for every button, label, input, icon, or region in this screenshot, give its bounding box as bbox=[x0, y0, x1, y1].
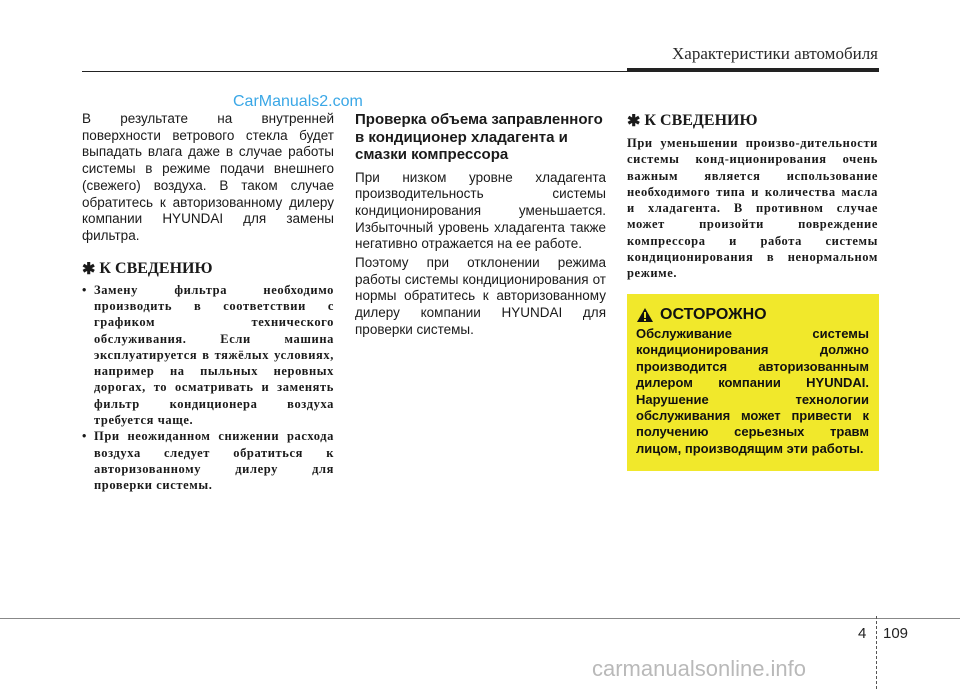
page-number: 109 bbox=[883, 625, 909, 642]
page-divider bbox=[876, 616, 877, 689]
filter-paragraph: В результате на внутренней поверхности ветрового стекла будет выпадать влага даже в случае работы системы в режиме подачи внешнего (свежего) воздуха. В таком случае обратитесь к авторизованному дилеру компании HYUNDAI для замены фильтра. bbox=[82, 111, 334, 243]
header-rule-accent bbox=[627, 68, 879, 72]
column-left bbox=[82, 111, 334, 493]
bullet-text: При неожиданном снижении расхода воздуха следует обратиться к авторизованному дилеру для проверки системы. bbox=[94, 429, 334, 493]
asterisk-icon: ✱ bbox=[82, 260, 96, 278]
warning-text: Обслуживание системы кондиционирования должно производится авторизованным дилером компании HYUNDAI. Нарушение технологии обслуживания может привести к получению серьезных травм лицом, производящим эти работы. bbox=[636, 326, 869, 456]
warning-triangle-icon bbox=[636, 307, 654, 323]
refrigerant-paragraph: При низком уровне хладагента производительность системы кондиционирования уменьшается. Избыточный уровень хладагента также негативно отражается на ее работе. bbox=[355, 169, 606, 252]
warning-box bbox=[627, 294, 879, 471]
footer-rule bbox=[0, 618, 960, 619]
header-title: Характеристики автомобиля bbox=[672, 44, 878, 63]
section-title: Проверка объема заправленного в кондиционер хладагента и смазки компрессора bbox=[355, 111, 603, 163]
note-text: При уменьшении произво-дительности системы конд-иционирования очень важным является использование необходимого типа и количества масла и хладагента. В противном случае может произойти повреждение компрессора и работа системы кондиционирования в ненормальном режиме. bbox=[627, 136, 878, 281]
note-heading bbox=[82, 259, 334, 279]
column-right bbox=[627, 111, 878, 282]
dealer-paragraph: Поэтому при отклонении режима работы системы кондиционирования от нормы обратитесь к авторизованному дилеру компании HYUNDAI для проверки системы. bbox=[355, 255, 606, 337]
column-middle bbox=[355, 111, 606, 339]
note-title: К СВЕДЕНИЮ bbox=[99, 259, 213, 277]
note-heading bbox=[627, 111, 878, 131]
list-item: • При неожиданном снижении расхода воздуха следует обратиться к авторизованному дилеру для проверки системы. bbox=[82, 429, 334, 493]
list-item: • Замену фильтра необходимо производить в соответствии с графиком технического обслуживания. Если машина эксплуатируется в тяжёлых условиях, например на пыльных неровных дорогах, то осматривать и заменять фильтр кондиционера воздуха требуется чаще. bbox=[82, 282, 334, 427]
asterisk-icon: ✱ bbox=[627, 113, 641, 130]
bullet-text: Замену фильтра необходимо производить в соответствии с графиком технического обслуживания. Если машина эксплуатируется в тяжёлых условиях, например на пыльных неровных дорогах, то осматривать и заменять фильтр кондиционера воздуха требуется чаще. bbox=[94, 282, 334, 427]
warning-heading bbox=[636, 306, 869, 324]
chapter-number: 4 bbox=[858, 625, 867, 642]
watermark-bottom[interactable]: carmanualsonline.info bbox=[592, 656, 807, 681]
watermark-top[interactable]: CarManuals2.com bbox=[233, 93, 363, 110]
note-title: К СВЕДЕНИЮ bbox=[644, 112, 758, 129]
warning-title: ОСТОРОЖНО bbox=[660, 306, 767, 323]
